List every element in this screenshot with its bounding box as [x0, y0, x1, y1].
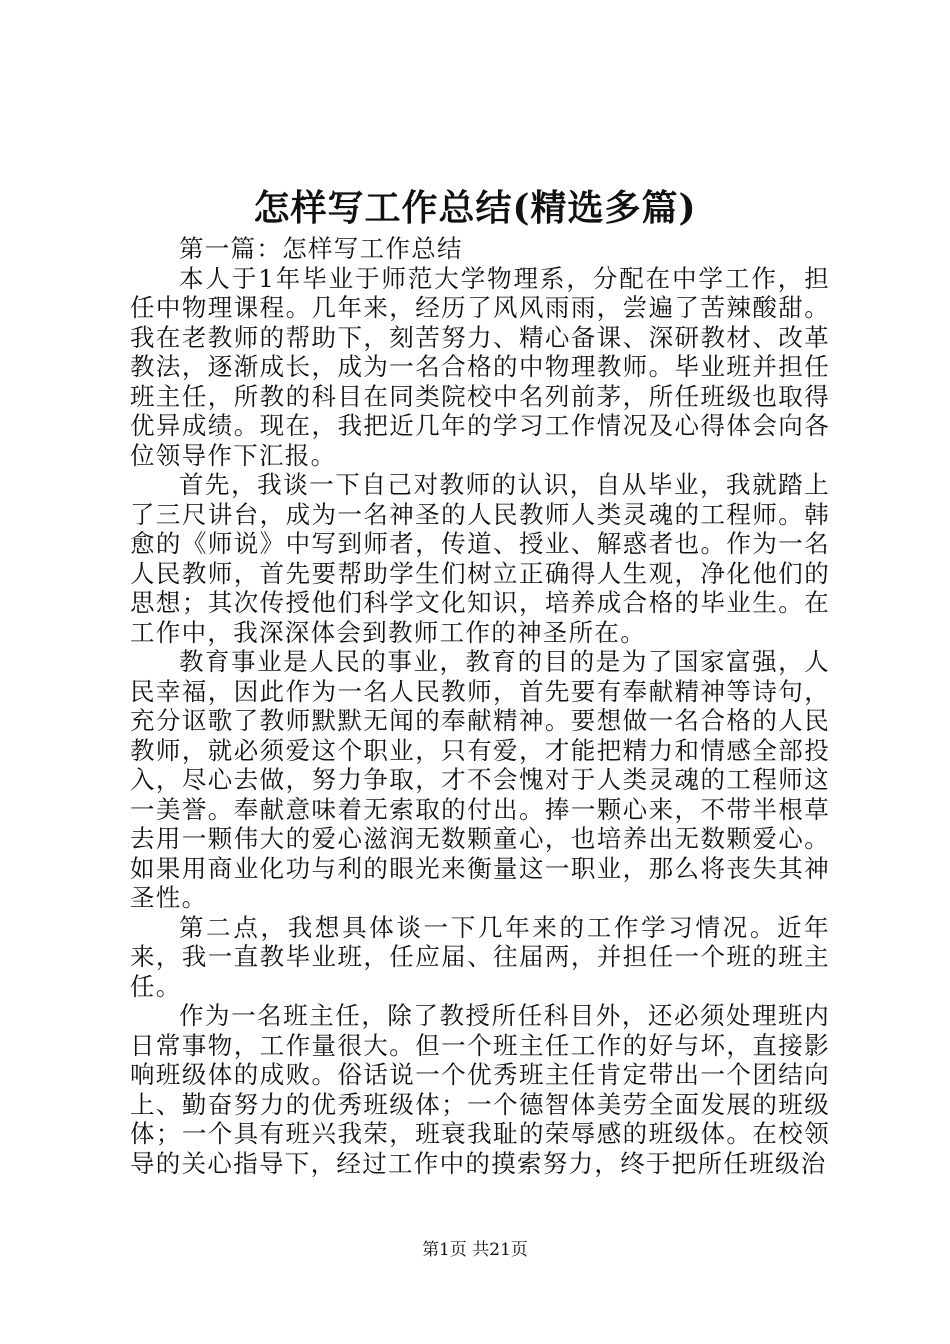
section-heading: 第一篇：怎样写工作总结 [179, 234, 463, 263]
paragraph: 第二点，我想具体谈一下几年来的工作学习情况。近年来，我一直教毕业班，任应届、往届两，并担任一个班的班主任。 [130, 912, 830, 1001]
paragraph: 作为一名班主任，除了教授所任科目外，还必须处理班内日常事物，工作量很大。但一个班主任工作的好与坏，直接影响班级体的成败。俗话说一个优秀班主任肯定带出一个团结向上、勤奋努力的优秀班级体；一个德智体美劳全面发展的班级体；一个具有班兴我荣，班衰我耻的荣辱感的班级体。在校领导的关心指导下，经过工作中的摸索努力，终于把所任班级治 [130, 1001, 830, 1178]
paragraph: 首先，我谈一下自己对教师的认识，自从毕业，我就踏上了三尺讲台，成为一名神圣的人民教师人类灵魂的工程师。韩愈的《师说》中写到师者，传道、授业、解惑者也。作为一名人民教师，首先要帮助学生们树立正确得人生观，净化他们的思想；其次传授他们科学文化知识，培养成合格的毕业生。在工作中，我深深体会到教师工作的神圣所在。 [130, 470, 830, 647]
page-footer: 第1页 共21页 [422, 1240, 528, 1260]
paragraph: 教育事业是人民的事业，教育的目的是为了国家富强，人民幸福，因此作为一名人民教师，首先要有奉献精神等诗句，充分讴歌了教师默默无闻的奉献精神。要想做一名合格的人民教师，就必须爱这个职业，只有爱，才能把精力和情感全部投入，尽心去做，努力争取，才不会愧对于人类灵魂的工程师这一美誉。奉献意味着无索取的付出。捧一颗心来，不带半根草去用一颗伟大的爱心滋润无数颗童心，也培养出无数颗爱心。如果用商业化功与利的眼光来衡量这一职业，那么将丧失其神圣性。 [130, 647, 830, 912]
document-title: 怎样写工作总结(精选多篇) [253, 187, 697, 229]
document-body [130, 234, 830, 1178]
paragraph: 本人于1年毕业于师范大学物理系，分配在中学工作，担任中物理课程。几年来，经历了风风雨雨，尝遍了苦辣酸甜。我在老教师的帮助下，刻苦努力、精心备课、深研教材、改革教法，逐渐成长，成为一名合格的中物理教师。毕业班并担任班主任，所教的科目在同类院校中名列前茅，所任班级也取得优异成绩。现在，我把近几年的学习工作情况及心得体会向各位领导作下汇报。 [130, 263, 830, 470]
